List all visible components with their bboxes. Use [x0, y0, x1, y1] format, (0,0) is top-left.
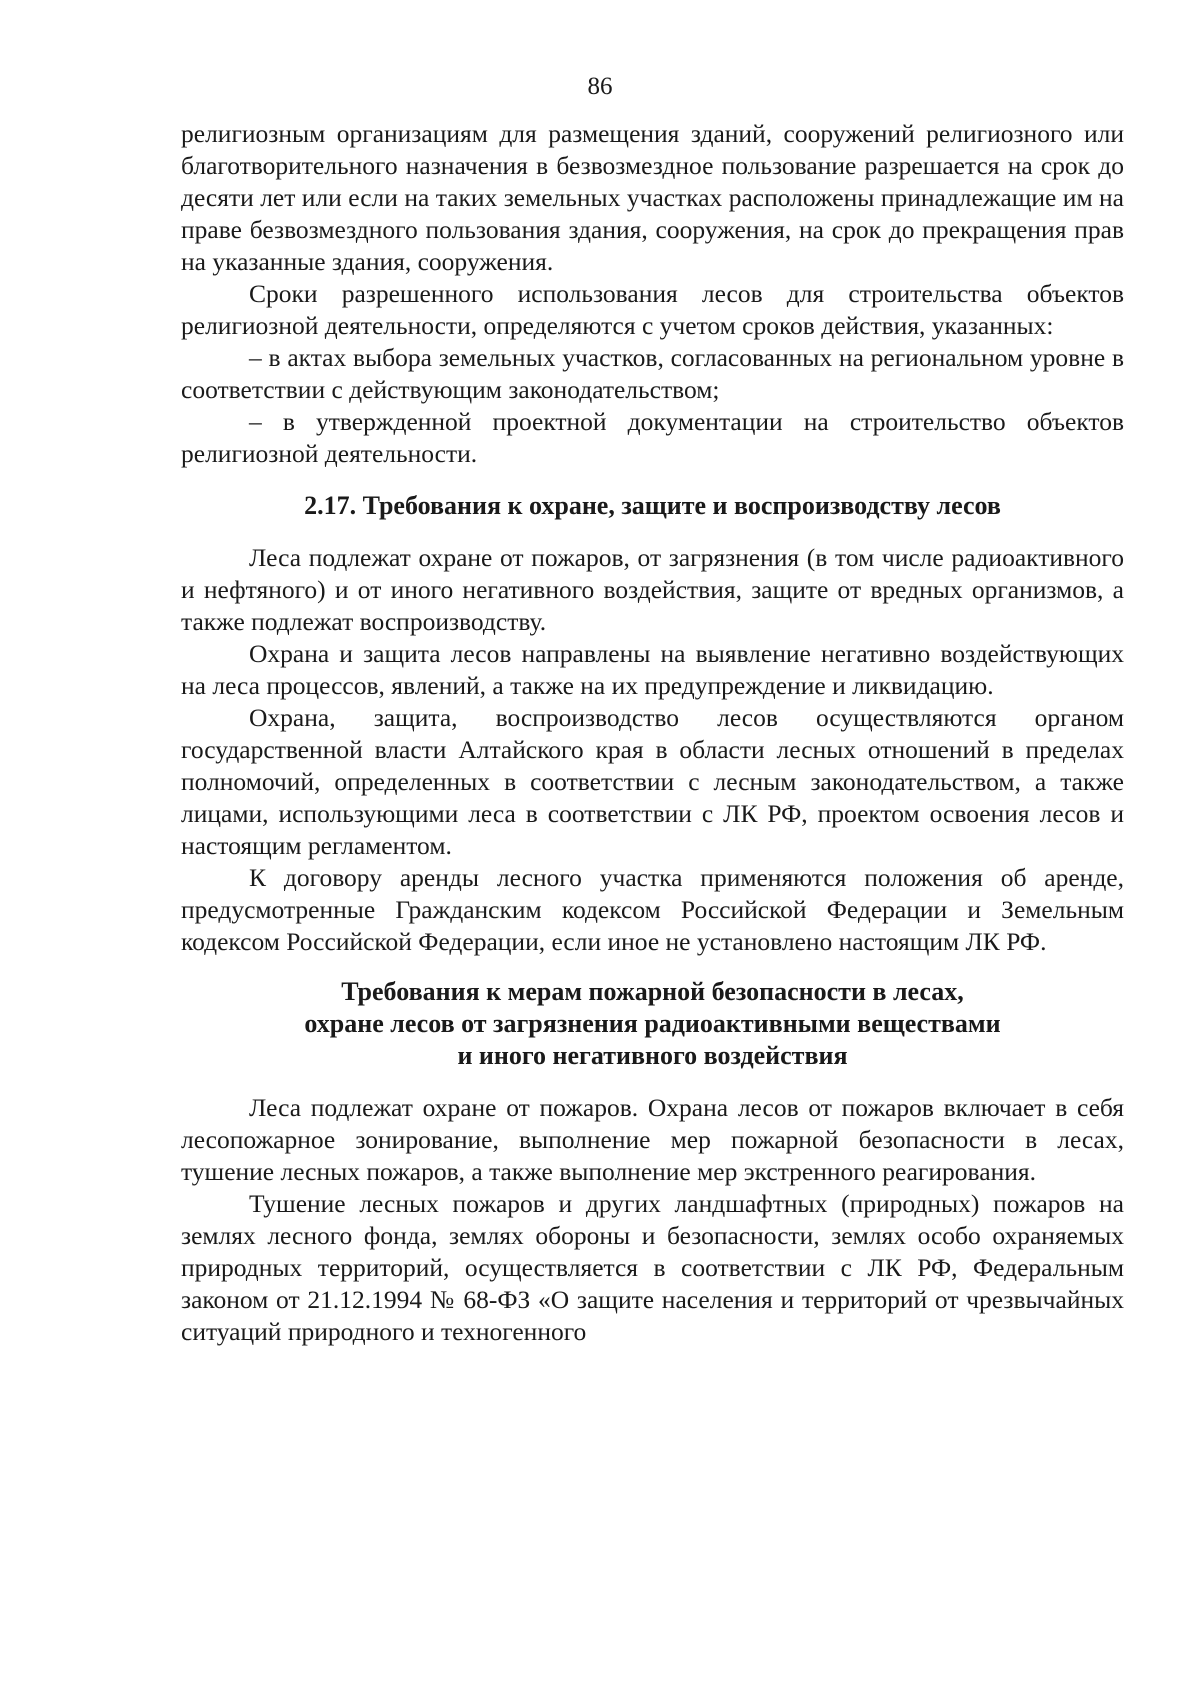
list-item-land-acts: – в актах выбора земельных участков, согласованных на региональном уровне в соответствии с действующим законодательством; [181, 343, 1124, 404]
paragraph-terms: Сроки разрешенного использования лесов для строительства объектов религиозной деятельности, определяются с учетом сроков действия, указанных: [181, 279, 1124, 340]
section-heading: 2.17. Требования к охране, защите и воспроизводству лесов [304, 491, 1001, 520]
page-content [181, 118, 1124, 1348]
paragraph-fire-suppression: Тушение лесных пожаров и других ландшафтных (природных) пожаров на землях лесного фонда, землях обороны и безопасности, землях особо охраняемых природных территорий, осуществляется в соответствии с ЛК РФ, Федеральным законом от 21.12.1994 № 68-ФЗ «О защите населения и территорий от чрезвычайных ситуаций природного и техногенного [181, 1189, 1124, 1346]
page-number: 86 [587, 73, 613, 100]
subheading-line: охране лесов от загрязнения радиоактивными веществами [304, 1009, 1001, 1038]
list-item-project-docs: – в утвержденной проектной документации на строительство объектов религиозной деятельности. [181, 407, 1124, 468]
subsection-heading [181, 976, 1124, 1072]
paragraph-lease: К договору аренды лесного участка применяются положения об аренде, предусмотренные Гражданским кодексом Российской Федерации и Земельным кодексом Российской Федерации, если иное не установлено настоящим ЛК РФ. [181, 863, 1124, 956]
paragraph-authority: Охрана, защита, воспроизводство лесов осуществляются органом государственной власти Алтайского края в области лесных отношений в пределах полномочий, определенных в соответствии с лесным законодательством, а также лицами, использующими леса в соответствии с ЛК РФ, проектом освоения лесов и настоящим регламентом. [181, 703, 1124, 860]
paragraph-protection: Леса подлежат охране от пожаров, от загрязнения (в том числе радиоактивного и нефтяного) и от иного негативного воздействия, защите от вредных организмов, а также подлежат воспроизводству. [181, 543, 1124, 636]
subheading-line: Требования к мерам пожарной безопасности в лесах, [341, 977, 964, 1006]
paragraph-continuation: религиозным организациям для размещения зданий, сооружений религиозного или благотворительного назначения в безвозмездное пользование разрешается на срок до десяти лет или если на таких земельных участках расположены принадлежащие им на праве безвозмездного пользования здания, сооружения, на срок до прекращения прав на указанные здания, сооружения. [181, 119, 1124, 276]
paragraph-fire-protection: Леса подлежат охране от пожаров. Охрана лесов от пожаров включает в себя лесопожарное зонирование, выполнение мер пожарной безопасности в лесах, тушение лесных пожаров, а также выполнение мер экстренного реагирования. [181, 1093, 1124, 1186]
subheading-line: и иного негативного воздействия [457, 1041, 848, 1070]
paragraph-protection-aims: Охрана и защита лесов направлены на выявление негативно воздействующих на леса процессов, явлений, а также на их предупреждение и ликвидацию. [181, 639, 1124, 700]
